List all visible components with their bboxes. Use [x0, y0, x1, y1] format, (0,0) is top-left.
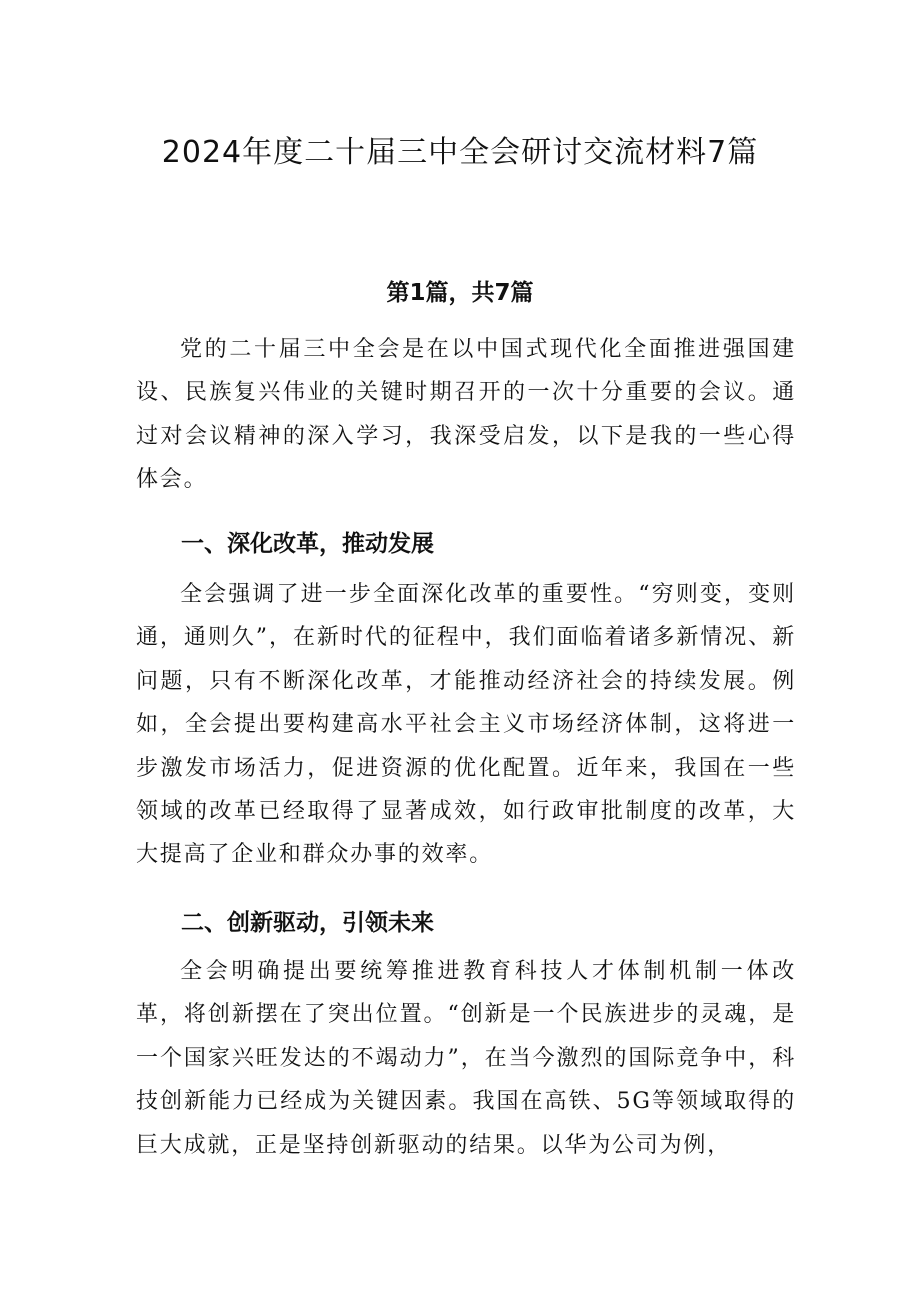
section-heading-2: 二、创新驱动，引领未来	[181, 910, 434, 936]
section-heading-1: 一、深化改革，推动发展	[181, 531, 434, 557]
paragraph-section-2: 全会明确提出要统筹推进教育科技人才体制机制一体改革，将创新摆在了突出位置。“创新是一个民族进步的灵魂，是一个国家兴旺发达的不竭动力”，在当今激烈的国际竞争中，科技创新能力已经成为关键因素。我国在高铁、5G等领域取得的巨大成就，正是坚持创新驱动的结果。以华为公司为例，	[136, 959, 796, 1158]
document-title: 2024年度二十届三中全会研讨交流材料7篇	[161, 135, 759, 171]
paragraph-section-1: 全会强调了进一步全面深化改革的重要性。“穷则变，变则通，通则久”，在新时代的征程中，我们面临着诸多新情况、新问题，只有不断深化改革，才能推动经济社会的持续发展。例如，全会提出要构建高水平社会主义市场经济体制，这将进一步激发市场活力，促进资源的优化配置。近年来，我国在一些领域的改革已经取得了显著成效，如行政审批制度的改革，大大提高了企业和群众办事的效率。	[136, 582, 796, 868]
paragraph-intro: 党的二十届三中全会是在以中国式现代化全面推进强国建设、民族复兴伟业的关键时期召开的一次十分重要的会议。通过对会议精神的深入学习，我深受启发，以下是我的一些心得体会。	[136, 337, 796, 493]
document-subtitle: 第1篇，共7篇	[386, 280, 534, 306]
